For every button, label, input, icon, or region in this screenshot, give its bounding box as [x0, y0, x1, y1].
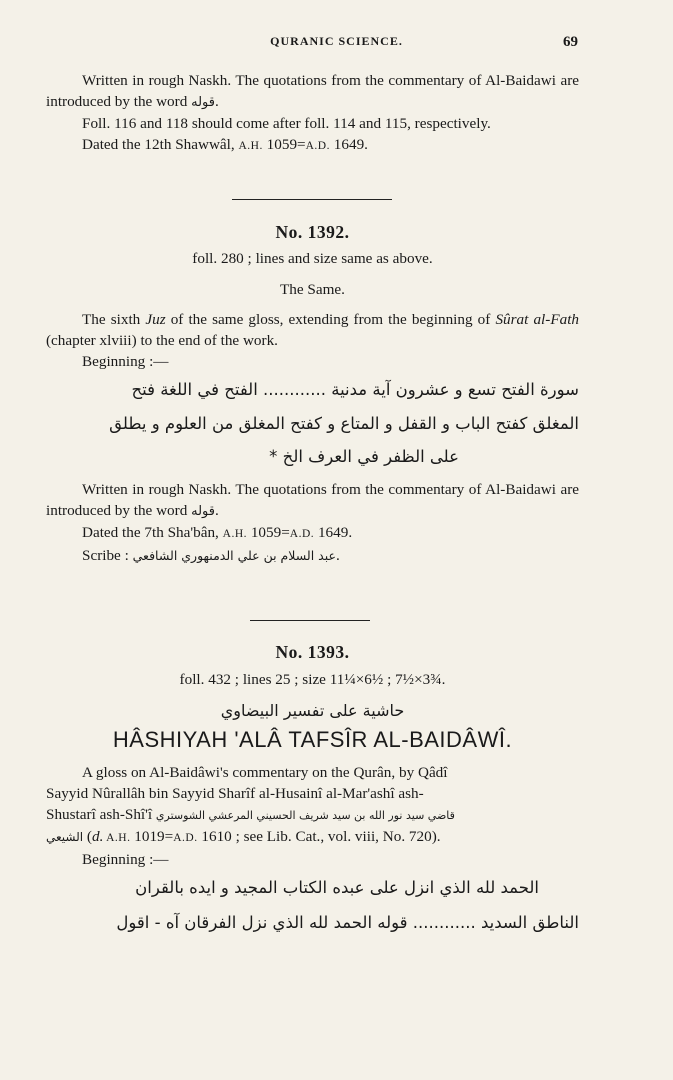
- continued-entry-text: [46, 70, 579, 157]
- arabic-incipit-line: سورة الفتح تسع و عشرون آية مدنية ............ الفتح في اللغة فتح: [131, 380, 579, 399]
- scribe-name-arabic: عبد السلام بن علي الدمنهوري الشافعي: [132, 547, 336, 563]
- arabic-title: حاشية على تفسير البيضاوي: [220, 701, 405, 720]
- entry-title: The Same.: [280, 281, 345, 298]
- arabic-word: قوله: [191, 95, 215, 110]
- scribe-note: Scribe : عبد السلام بن علي الدمنهوري الشافعي.: [82, 546, 340, 564]
- entry-description-line: Sayyid Nûrallâh bin Sayyid Sharîf al-Husainî al-Mar'ashî ash-: [46, 785, 424, 802]
- entry-1393: [46, 642, 579, 931]
- entry-description: The sixth Juz of the same gloss, extending from the beginning of Sûrat al-Fath (chapter xlviii) to the end of the work.: [46, 311, 580, 349]
- arabic-incipit-line: على الظفر في العرف الخ *: [269, 447, 459, 466]
- date-note: Dated the 7th Sha'bân, A.H. 1059=A.D. 1649.: [82, 523, 353, 541]
- entry-description-line: الشيعي (d. A.H. 1019=A.D. 1610 ; see Lib. Cat., vol. viii, No. 720).: [46, 828, 441, 845]
- section-divider: [232, 199, 392, 200]
- beginning-label: Beginning :—: [82, 851, 169, 868]
- page-number: 69: [563, 34, 578, 50]
- entry-1392: [46, 222, 579, 566]
- running-header: [0, 34, 673, 54]
- author-name-arabic: قاضي سيد نور الله بن سيد شريف الحسيني المرعشي الشوستري: [155, 809, 455, 822]
- folio-info: foll. 432 ; lines 25 ; size 11¼×6½ ; 7½×3¾.: [179, 671, 446, 688]
- folio-info: foll. 280 ; lines and size same as above.: [192, 250, 433, 267]
- script-note: Written in rough Naskh. The quotations from the commentary of Al-Baidawi are introduced by the word قوله.: [46, 480, 579, 519]
- entry-description-line: A gloss on Al-Baidâwi's commentary on the Qurân, by Qâdî: [82, 764, 448, 781]
- beginning-label: Beginning :—: [82, 353, 169, 370]
- section-divider: [250, 620, 370, 621]
- entry-number: No. 1392.: [275, 222, 350, 242]
- arabic-incipit-line: الحمد لله الذي انزل على عبده الكتاب المجيد و ايده بالقران: [135, 878, 539, 897]
- author-nisba-arabic: الشيعي: [46, 830, 84, 844]
- running-title: QURANIC SCIENCE.: [270, 34, 403, 48]
- entry-description-line: Shustarî ash-Shî'î قاضي سيد نور الله بن سيد شريف الحسيني المرعشي الشوستري: [46, 806, 455, 823]
- entry-number: No. 1393.: [275, 642, 350, 662]
- work-title: HÂSHIYAH 'ALÂ TAFSÎR AL-BAIDÂWÎ.: [112, 727, 513, 752]
- arabic-incipit-line: المغلق كفتح الباب و القفل و المتاع و كفتح المغلق من العلوم و يطلق: [109, 413, 579, 433]
- script-note: Written in rough Naskh. The quotations from the commentary of Al-Baidawi are introduced by the word قوله.: [46, 72, 579, 110]
- folio-note: Foll. 116 and 118 should come after foll. 114 and 115, respectively.: [82, 115, 491, 132]
- arabic-incipit-line: الناطق السديد ............ قوله الحمد لله الذي نزل الفرقان آه - اقول: [116, 912, 579, 932]
- date-note: Dated the 12th Shawwâl, A.H. 1059=A.D. 1649.: [82, 136, 368, 153]
- arabic-word: قوله: [191, 503, 215, 519]
